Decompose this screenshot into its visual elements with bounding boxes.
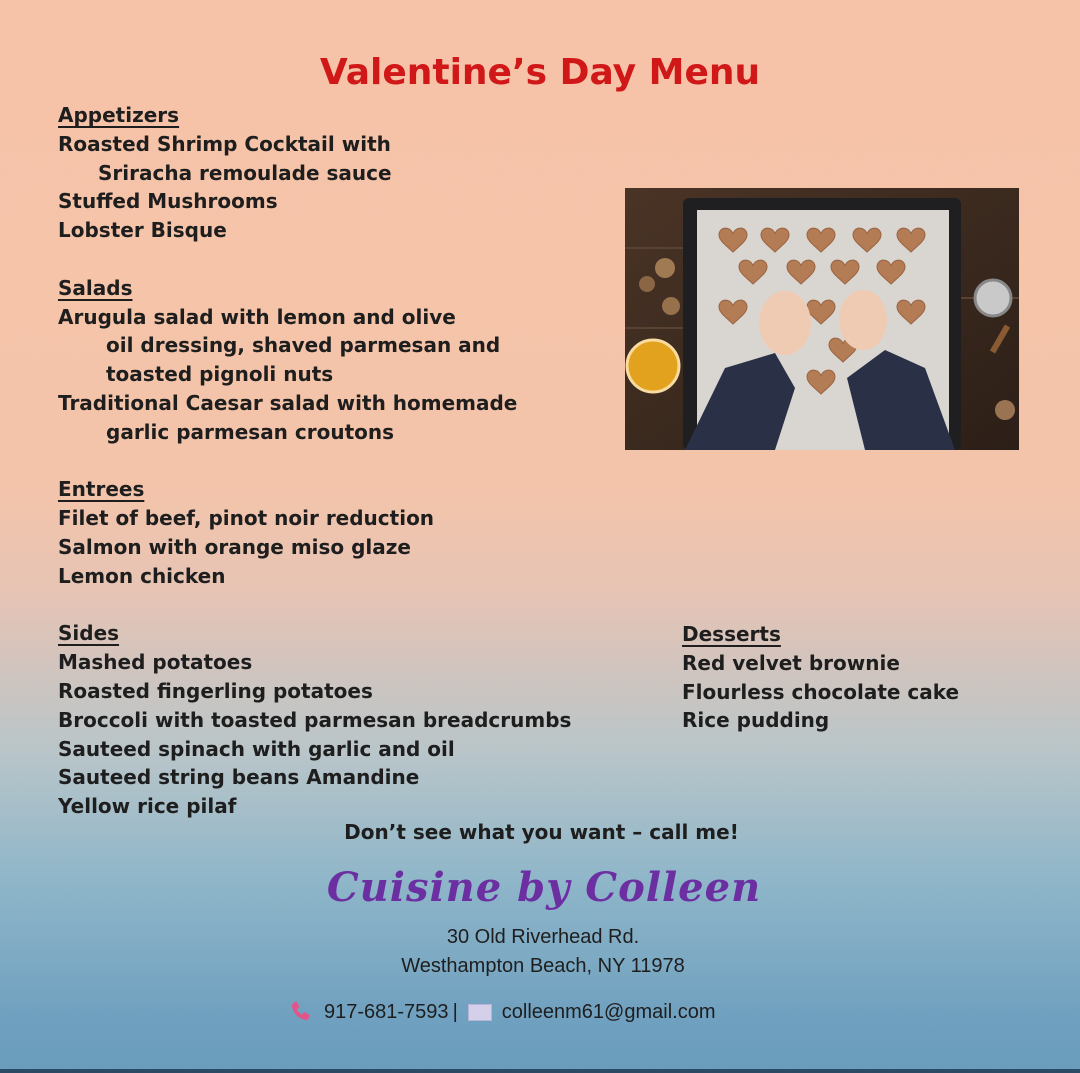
menu-item: Yellow rice pilaf xyxy=(58,794,237,819)
menu-right-column xyxy=(682,620,1042,735)
section-heading: Desserts xyxy=(682,622,781,646)
menu-item: Sriracha remoulade sauce xyxy=(98,160,392,185)
menu-item: Sauteed string beans Amandine xyxy=(58,765,420,790)
menu-item: Lemon chicken xyxy=(58,563,226,588)
email-address[interactable]: colleenm61@gmail.com xyxy=(501,1000,716,1023)
section-heading: Sides xyxy=(58,621,120,646)
menu-item: Mashed potatoes xyxy=(58,650,253,675)
brand-logo: Cuisine by Colleen xyxy=(326,864,762,911)
address-line-1: 30 Old Riverhead Rd. xyxy=(446,926,640,948)
address-line-2: Westhampton Beach, NY 11978 xyxy=(401,955,685,977)
cookie-tray-illustration xyxy=(625,188,1019,450)
envelope-icon xyxy=(468,1004,492,1021)
section-heading: Salads xyxy=(58,275,133,300)
menu-section xyxy=(682,620,1042,735)
menu-item: Rice pudding xyxy=(682,708,830,733)
section-heading: Entrees xyxy=(58,477,145,502)
menu-item: Traditional Caesar salad with homemade xyxy=(58,390,518,415)
menu-section xyxy=(58,475,618,590)
bottom-border xyxy=(0,1069,1080,1073)
menu-item: Stuffed Mushrooms xyxy=(58,189,278,214)
menu-section xyxy=(58,101,618,245)
menu-item: Roasted fingerling potatoes xyxy=(58,678,373,703)
menu-item: Roasted Shrimp Cocktail with xyxy=(58,131,391,156)
tagline: Don’t see what you want – call me! xyxy=(344,820,739,844)
contact-separator: | xyxy=(452,1000,458,1023)
menu-item: Lobster Bisque xyxy=(58,218,227,243)
menu-section xyxy=(58,274,618,447)
menu-item: oil dressing, shaved parmesan and xyxy=(106,333,501,358)
menu-item: Red velvet brownie xyxy=(682,650,900,675)
menu-item: Salmon with orange miso glaze xyxy=(58,534,411,559)
cookie-baking-photo xyxy=(625,188,1019,450)
menu-item: Flourless chocolate cake xyxy=(682,679,960,704)
phone-icon xyxy=(288,999,314,1025)
menu-item: garlic parmesan croutons xyxy=(106,419,395,444)
menu-item: Filet of beef, pinot noir reduction xyxy=(58,506,435,531)
page-title: Valentine’s Day Menu xyxy=(319,52,761,93)
menu-item: Broccoli with toasted parmesan breadcrumbs xyxy=(58,707,572,732)
section-heading: Appetizers xyxy=(58,103,180,127)
menu-section xyxy=(58,619,618,821)
menu-left-column xyxy=(58,101,618,821)
menu-item: Sauteed spinach with garlic and oil xyxy=(58,736,455,761)
phone-number[interactable]: 917-681-7593 xyxy=(324,1000,449,1023)
contact-row xyxy=(288,999,716,1025)
menu-item: Arugula salad with lemon and olive xyxy=(58,304,456,329)
menu-item: toasted pignoli nuts xyxy=(106,362,334,387)
